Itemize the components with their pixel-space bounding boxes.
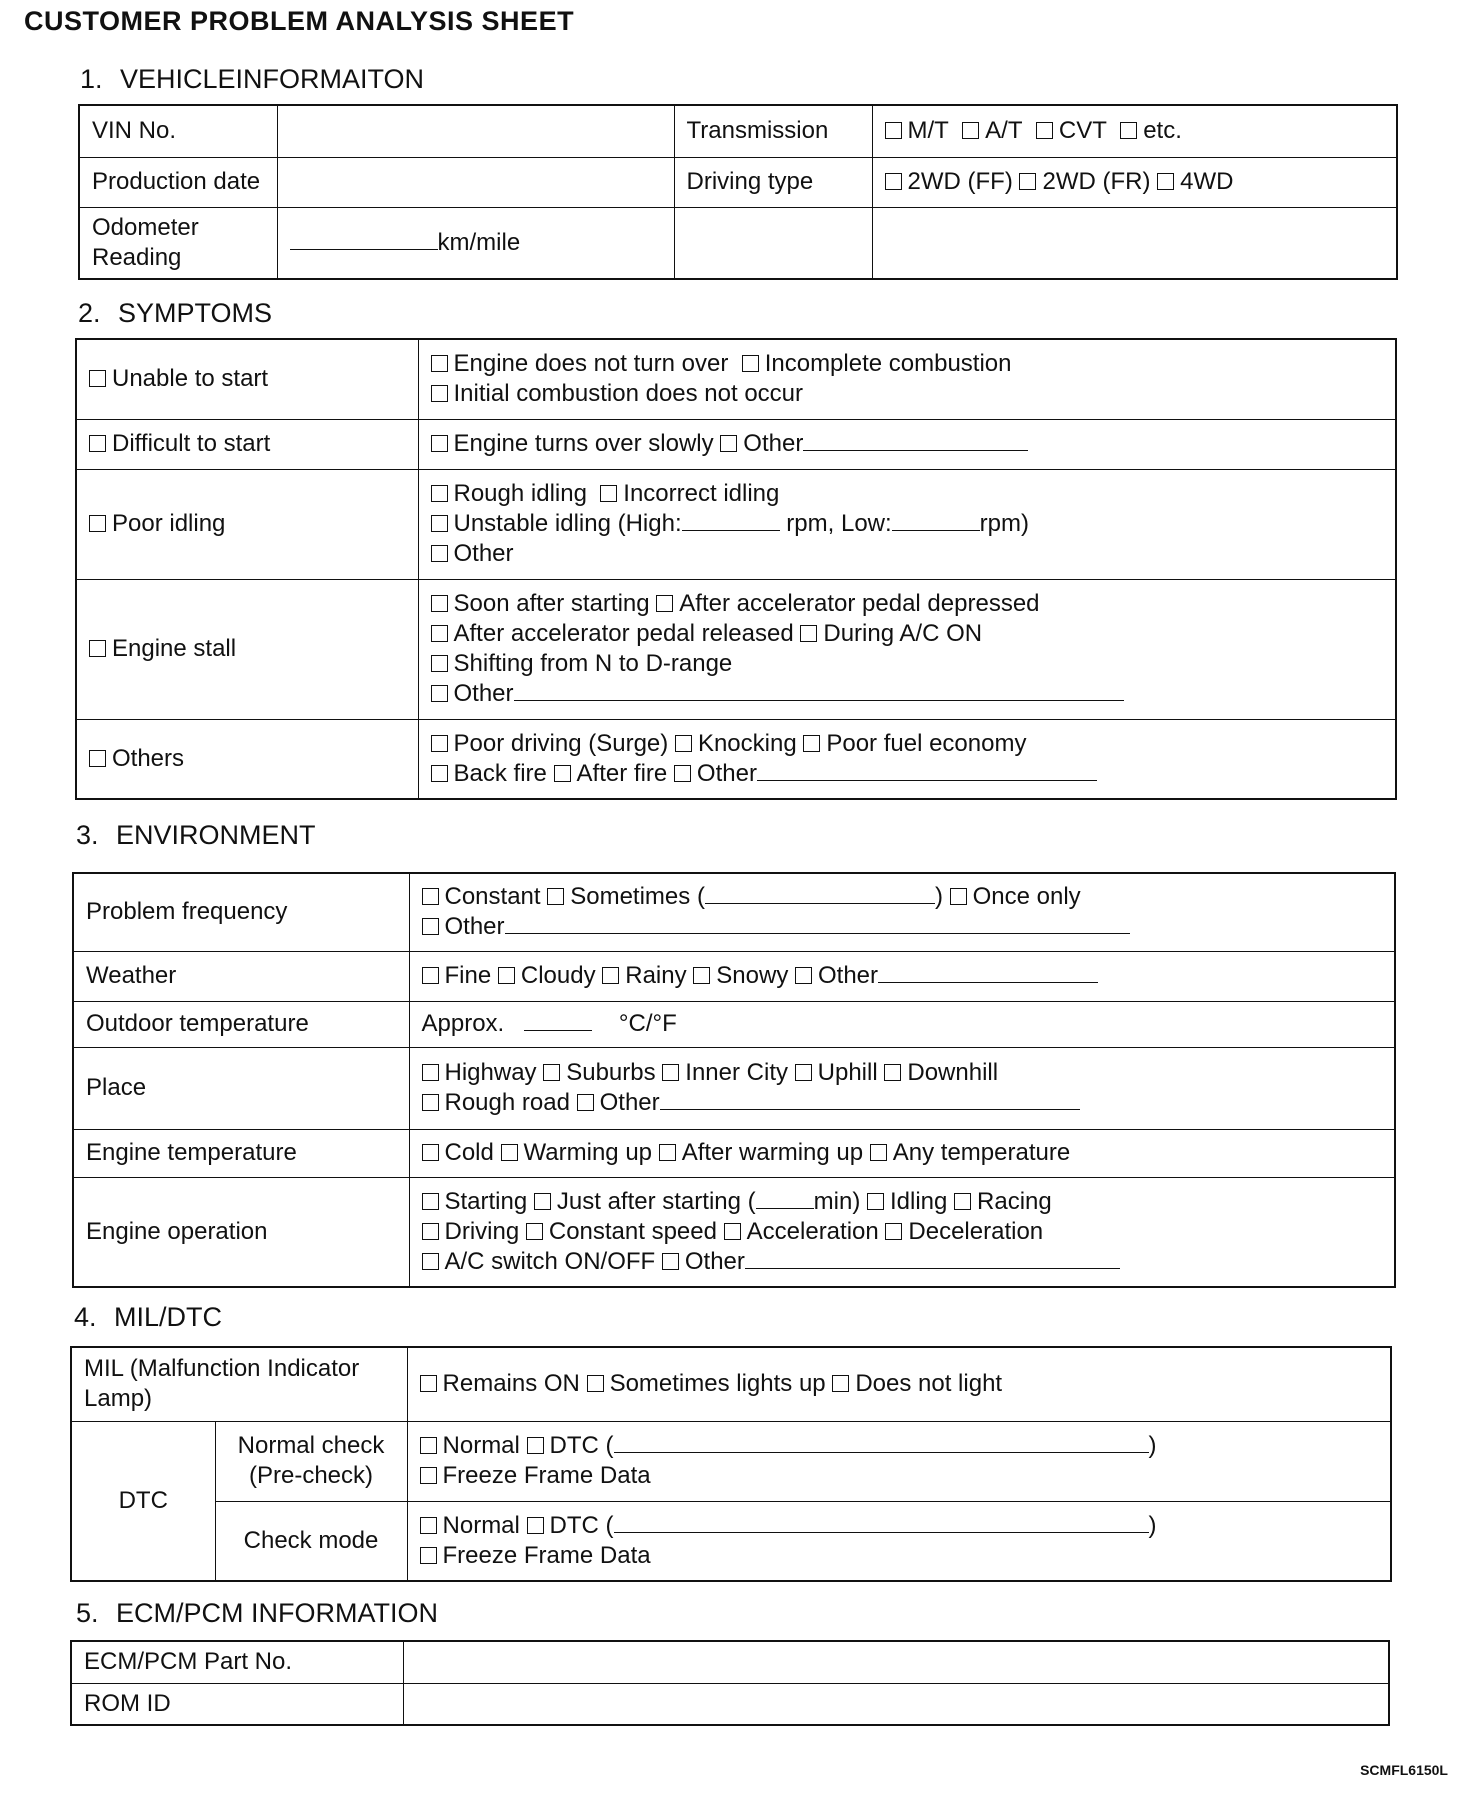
checkbox-icon [662, 1253, 679, 1270]
checkbox-icon [962, 122, 979, 139]
engine-temperature-label: Engine temperature [73, 1129, 409, 1177]
checkbox-icon [527, 1517, 544, 1534]
dtc-blank [614, 1514, 1149, 1533]
checkbox-icon [795, 967, 812, 984]
symptom-others[interactable]: Others [76, 719, 418, 799]
symptom-others-options [418, 719, 1396, 799]
symptom-unable-options [418, 339, 1396, 419]
symptoms-table [75, 338, 1397, 800]
transmission-options [872, 105, 1397, 157]
checkbox-icon [600, 485, 617, 502]
symptom-difficult-options [418, 419, 1396, 469]
engine-operation-options [409, 1177, 1395, 1287]
checkbox-freeze-frame-data[interactable]: Freeze Frame Data [420, 1542, 651, 1569]
checkbox-icon [431, 625, 448, 642]
checkbox-icon [950, 888, 967, 905]
checkbox-icon [431, 485, 448, 502]
checkbox-shifting-n-to-d[interactable]: Shifting from N to D-range [431, 650, 733, 677]
checkbox-cold[interactable]: Cold [422, 1139, 494, 1166]
checkbox-icon [89, 515, 106, 532]
checkbox-rainy[interactable]: Rainy [602, 962, 686, 989]
ecm-part-number-label: ECM/PCM Part No. [71, 1641, 403, 1683]
checkbox-icon [422, 1193, 439, 1210]
engine-operation-label: Engine operation [73, 1177, 409, 1287]
checkbox-icon [526, 1223, 543, 1240]
checkbox-after-warming-up[interactable]: After warming up [659, 1139, 863, 1166]
checkbox-starting[interactable]: Starting [422, 1188, 528, 1215]
checkbox-racing[interactable]: Racing [954, 1188, 1052, 1215]
checkbox-other[interactable]: Other [674, 760, 1097, 787]
symptom-stall-options [418, 579, 1396, 719]
checkbox-icon [422, 1094, 439, 1111]
checkbox-other[interactable]: Other [422, 913, 1130, 940]
checkbox-unstable-idling[interactable]: Unstable idling (High: rpm, Low: rpm) [431, 510, 1030, 537]
odometer-field[interactable]: km/mile [277, 207, 674, 279]
rpm-low-blank [892, 512, 980, 531]
checkbox-suburbs[interactable]: Suburbs [543, 1059, 655, 1086]
checkbox-icon [1120, 122, 1137, 139]
checkbox-during-ac-on[interactable]: During A/C ON [800, 620, 982, 647]
checkbox-icon [587, 1375, 604, 1392]
checkbox-icon [693, 967, 710, 984]
checkbox-icon [534, 1193, 551, 1210]
checkbox-icon [602, 967, 619, 984]
checkbox-ac-switch[interactable]: A/C switch ON/OFF [422, 1248, 656, 1275]
ecm-pcm-table [70, 1640, 1390, 1726]
checkbox-icon [431, 735, 448, 752]
checkbox-icon [954, 1193, 971, 1210]
checkbox-incorrect-idling[interactable]: Incorrect idling [600, 480, 779, 507]
checkbox-icon [422, 1223, 439, 1240]
production-date-field[interactable] [277, 157, 674, 207]
other-blank [660, 1091, 1080, 1110]
place-options [409, 1047, 1395, 1129]
checkbox-icon [431, 355, 448, 372]
checkbox-icon [431, 595, 448, 612]
checkbox-driving[interactable]: Driving [422, 1218, 520, 1245]
checkbox-cloudy[interactable]: Cloudy [498, 962, 596, 989]
checkbox-mt[interactable]: M/T [885, 117, 949, 144]
checkbox-other[interactable]: Other [431, 540, 514, 567]
checkbox-icon [885, 1223, 902, 1240]
dtc-label: DTC [71, 1421, 215, 1581]
checkbox-other[interactable]: Other [720, 430, 1028, 457]
checkbox-pedal-released[interactable]: After accelerator pedal released [431, 620, 794, 647]
checkbox-icon [577, 1094, 594, 1111]
checkbox-4wd[interactable]: 4WD [1157, 168, 1233, 195]
problem-frequency-label: Problem frequency [73, 873, 409, 951]
checkbox-at[interactable]: A/T [962, 117, 1022, 144]
checkbox-icon [431, 655, 448, 672]
checkbox-icon [527, 1437, 544, 1454]
checkbox-icon [885, 122, 902, 139]
checkbox-uphill[interactable]: Uphill [795, 1059, 878, 1086]
minutes-blank [756, 1190, 814, 1209]
symptom-poor-idling[interactable]: Poor idling [76, 469, 418, 579]
checkbox-icon [885, 173, 902, 190]
other-blank [878, 964, 1098, 983]
normal-check-options [407, 1421, 1391, 1501]
weather-label: Weather [73, 951, 409, 1001]
checkbox-soon-after-starting[interactable]: Soon after starting [431, 590, 650, 617]
checkbox-just-after-starting[interactable]: Just after starting ( min) [534, 1188, 860, 1215]
checkbox-icon [832, 1375, 849, 1392]
figure-code: SCMFL6150L [1360, 1762, 1448, 1778]
checkbox-other[interactable]: Other [795, 962, 1098, 989]
checkbox-rough-road[interactable]: Rough road [422, 1089, 570, 1116]
checkbox-sometimes-lights-up[interactable]: Sometimes lights up [587, 1370, 826, 1397]
section-heading-vehicle: 1. VEHICLEINFORMAITON [80, 64, 425, 94]
other-blank [505, 915, 1130, 934]
checkbox-back-fire[interactable]: Back fire [431, 760, 547, 787]
checkbox-icon [1157, 173, 1174, 190]
checkbox-fine[interactable]: Fine [422, 962, 492, 989]
environment-table [72, 872, 1396, 1288]
checkbox-icon [422, 1064, 439, 1081]
checkbox-deceleration[interactable]: Deceleration [885, 1218, 1043, 1245]
checkbox-downhill[interactable]: Downhill [884, 1059, 998, 1086]
checkbox-icon [803, 735, 820, 752]
checkbox-icon [431, 515, 448, 532]
sometimes-blank [705, 885, 935, 904]
checkbox-icon [547, 888, 564, 905]
normal-check-label: Normal check (Pre-check) [215, 1421, 407, 1501]
checkbox-icon [1036, 122, 1053, 139]
checkbox-icon [795, 1064, 812, 1081]
checkbox-icon [675, 735, 692, 752]
empty-cell [872, 207, 1397, 279]
checkbox-icon [420, 1437, 437, 1454]
checkbox-icon [89, 750, 106, 767]
mil-options [407, 1347, 1391, 1421]
checkbox-icon [724, 1223, 741, 1240]
checkbox-icon [89, 435, 106, 452]
vehicle-info-table [78, 104, 1398, 280]
checkbox-knocking[interactable]: Knocking [675, 730, 797, 757]
checkbox-dtc[interactable]: DTC ( ) [527, 1432, 1157, 1459]
checkbox-icon [431, 765, 448, 782]
section-heading-environment: 3. ENVIRONMENT [76, 820, 316, 850]
checkbox-icon [674, 765, 691, 782]
symptom-idling-options [418, 469, 1396, 579]
checkbox-icon [656, 595, 673, 612]
checkbox-icon [420, 1547, 437, 1564]
checkbox-poor-fuel-economy[interactable]: Poor fuel economy [803, 730, 1026, 757]
checkbox-any-temperature[interactable]: Any temperature [870, 1139, 1070, 1166]
checkbox-constant-speed[interactable]: Constant speed [526, 1218, 717, 1245]
mil-label: MIL (Malfunction Indicator Lamp) [71, 1347, 407, 1421]
checkbox-other[interactable]: Other [577, 1089, 1080, 1116]
checkbox-rough-idling[interactable]: Rough idling [431, 480, 587, 507]
section-heading-ecm-pcm: 5. ECM/PCM INFORMATION [76, 1598, 438, 1628]
checkbox-icon [554, 765, 571, 782]
checkbox-icon [420, 1467, 437, 1484]
checkbox-icon [422, 1253, 439, 1270]
checkbox-turns-over-slowly[interactable]: Engine turns over slowly [431, 430, 714, 457]
symptom-engine-stall[interactable]: Engine stall [76, 579, 418, 719]
transmission-label: Transmission [674, 105, 872, 157]
driving-type-options [872, 157, 1397, 207]
checkbox-icon [659, 1144, 676, 1161]
rom-id-label: ROM ID [71, 1683, 403, 1725]
odometer-blank [290, 231, 438, 250]
outdoor-temperature-field[interactable]: Approx. °C/°F [409, 1001, 1395, 1047]
checkbox-icon [422, 918, 439, 935]
checkbox-icon [884, 1064, 901, 1081]
production-date-label: Production date [79, 157, 277, 207]
engine-temperature-options [409, 1129, 1395, 1177]
checkbox-etc[interactable]: etc. [1120, 117, 1182, 144]
outdoor-temperature-label: Outdoor temperature [73, 1001, 409, 1047]
checkbox-2wd-fr[interactable]: 2WD (FR) [1019, 168, 1150, 195]
checkbox-remains-on[interactable]: Remains ON [420, 1370, 580, 1397]
checkbox-icon [543, 1064, 560, 1081]
check-mode-options [407, 1501, 1391, 1581]
checkbox-icon [501, 1144, 518, 1161]
checkbox-icon [420, 1375, 437, 1392]
checkbox-initial-combustion[interactable]: Initial combustion does not occur [431, 380, 804, 407]
checkbox-icon [431, 685, 448, 702]
checkbox-icon [422, 967, 439, 984]
checkbox-icon [422, 888, 439, 905]
checkbox-acceleration[interactable]: Acceleration [724, 1218, 879, 1245]
driving-type-label: Driving type [674, 157, 872, 207]
checkbox-dtc[interactable]: DTC ( ) [527, 1512, 1157, 1539]
other-blank [745, 1250, 1120, 1269]
checkbox-constant[interactable]: Constant [422, 883, 541, 910]
checkbox-inner-city[interactable]: Inner City [662, 1059, 788, 1086]
checkbox-other[interactable]: Other [431, 680, 1124, 707]
checkbox-icon [720, 435, 737, 452]
dtc-blank [614, 1434, 1149, 1453]
place-label: Place [73, 1047, 409, 1129]
vin-label: VIN No. [79, 105, 277, 157]
checkbox-icon [422, 1144, 439, 1161]
checkbox-icon [431, 435, 448, 452]
checkbox-icon [420, 1517, 437, 1534]
checkbox-does-not-light[interactable]: Does not light [832, 1370, 1002, 1397]
weather-options [409, 951, 1395, 1001]
section-heading-symptoms: 2. SYMPTOMS [78, 298, 273, 328]
other-blank [757, 762, 1097, 781]
temperature-blank [524, 1012, 592, 1031]
checkbox-icon [1019, 173, 1036, 190]
checkbox-icon [498, 967, 515, 984]
checkbox-engine-not-turn-over[interactable]: Engine does not turn over [431, 350, 729, 377]
section-heading-mil-dtc: 4. MIL/DTC [74, 1302, 222, 1332]
checkbox-sometimes[interactable]: Sometimes ( ) [547, 883, 943, 910]
checkbox-icon [89, 640, 106, 657]
vin-field[interactable] [277, 105, 674, 157]
checkbox-once-only[interactable]: Once only [950, 883, 1081, 910]
checkbox-icon [742, 355, 759, 372]
checkbox-icon [431, 385, 448, 402]
checkbox-snowy[interactable]: Snowy [693, 962, 788, 989]
checkbox-other[interactable]: Other [662, 1248, 1120, 1275]
checkbox-icon [431, 545, 448, 562]
checkbox-2wd-ff[interactable]: 2WD (FF) [885, 168, 1013, 195]
checkbox-icon [870, 1144, 887, 1161]
checkbox-icon [867, 1193, 884, 1210]
checkbox-cvt[interactable]: CVT [1036, 117, 1107, 144]
other-blank [514, 682, 1124, 701]
checkbox-poor-driving[interactable]: Poor driving (Surge) [431, 730, 669, 757]
checkbox-icon [800, 625, 817, 642]
checkbox-warming-up[interactable]: Warming up [501, 1139, 652, 1166]
checkbox-icon [89, 370, 106, 387]
empty-cell [674, 207, 872, 279]
checkbox-normal[interactable]: Normal [420, 1432, 520, 1459]
checkbox-after-fire[interactable]: After fire [554, 760, 668, 787]
other-blank [803, 432, 1028, 451]
check-mode-label: Check mode [215, 1501, 407, 1581]
checkbox-freeze-frame-data[interactable]: Freeze Frame Data [420, 1462, 651, 1489]
checkbox-pedal-depressed[interactable]: After accelerator pedal depressed [656, 590, 1039, 617]
checkbox-icon [662, 1064, 679, 1081]
mil-dtc-table [70, 1346, 1392, 1582]
ecm-part-number-field[interactable] [403, 1641, 1389, 1683]
document-title: CUSTOMER PROBLEM ANALYSIS SHEET [24, 6, 575, 36]
checkbox-normal[interactable]: Normal [420, 1512, 520, 1539]
problem-frequency-options [409, 873, 1395, 951]
odometer-label: Odometer Reading [79, 207, 277, 279]
rpm-high-blank [682, 512, 780, 531]
checkbox-highway[interactable]: Highway [422, 1059, 537, 1086]
checkbox-incomplete-combustion[interactable]: Incomplete combustion [742, 350, 1012, 377]
symptom-difficult-to-start[interactable]: Difficult to start [76, 419, 418, 469]
rom-id-field[interactable] [403, 1683, 1389, 1725]
symptom-unable-to-start[interactable]: Unable to start [76, 339, 418, 419]
checkbox-idling[interactable]: Idling [867, 1188, 947, 1215]
